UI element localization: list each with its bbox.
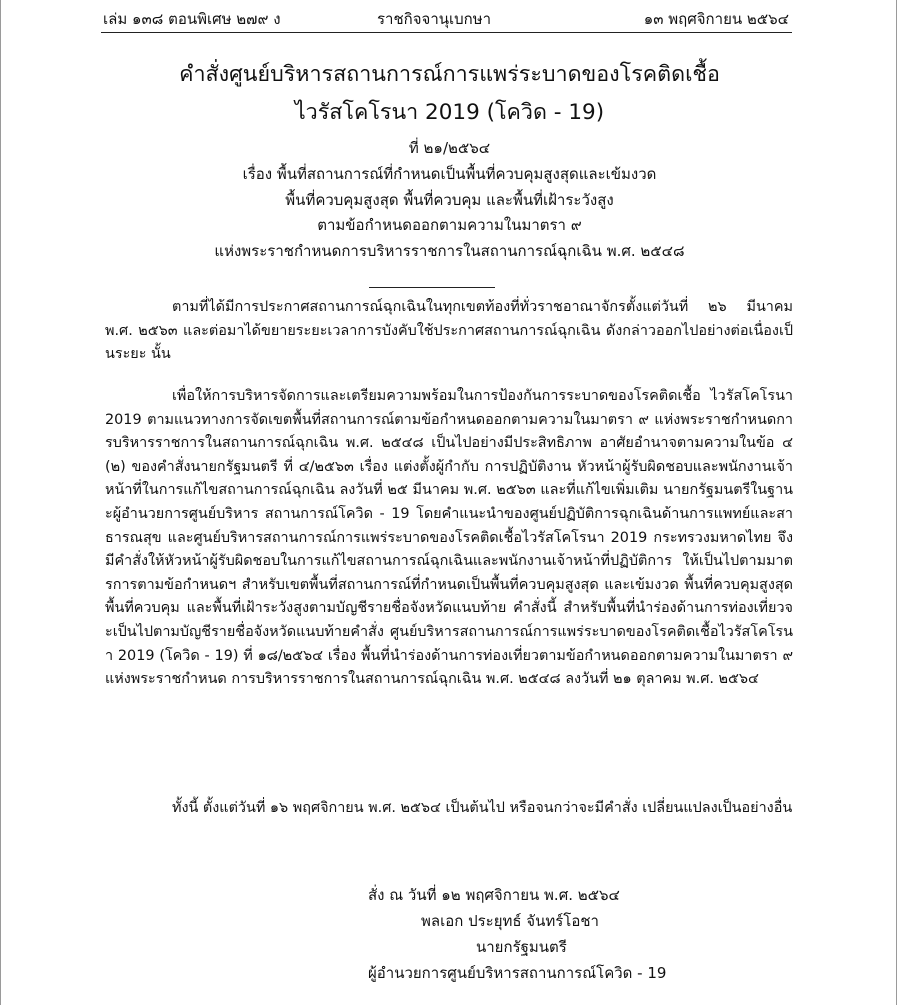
gazette-date: ๑๓ พฤศจิกายน ๒๕๖๔ <box>643 10 789 28</box>
title-line-1: คำสั่งศูนย์บริหารสถานการณ์การแพร่ระบาดของโรคติดเชื้อ <box>179 62 720 87</box>
subject-line-1: เรื่อง พื้นที่สถานการณ์ที่กำหนดเป็นพื้นที่ควบคุมสูงสุดและเข้มงวด <box>242 165 657 183</box>
body-paragraph-1: ตามที่ได้มีการประกาศสถานการณ์ฉุกเฉินในทุกเขตท้องที่ทั่วราชอาณาจักรตั้งแต่วันที่ ๒๖ มีนาคม พ.ศ. ๒๕๖๓ และต่อมาได้ขยายระยะเวลาการบังคับใช้ประกาศสถานการณ์ฉุกเฉิน ดังกล่าวออกไปอย่างต่อเนื่องเป็นระยะ นั้น <box>105 299 793 363</box>
subject-line-3: ตามข้อกำหนดออกตามความในมาตรา ๙ <box>317 216 582 234</box>
gazette-header <box>89 8 789 30</box>
signatory-name: พลเอก ประยุทธ์ จันทร์โอชา <box>421 912 599 930</box>
gazette-name: ราชกิจจานุเบกษา <box>377 10 492 28</box>
body-paragraph-3: ทั้งนี้ ตั้งแต่วันที่ ๑๖ พฤศจิกายน พ.ศ. ๒๕๖๔ เป็นต้นไป หรือจนกว่าจะมีคำสั่ง เปลี่ยนแปลงเป็นอย่างอื่น <box>172 800 793 816</box>
order-number: ที่ ๒๑/๒๕๖๔ <box>408 139 491 157</box>
header-divider <box>101 32 792 33</box>
order-date: สั่ง ณ วันที่ ๑๒ พฤศจิกายน พ.ศ. ๒๕๖๔ <box>368 886 620 904</box>
subject-line-4: แห่งพระราชกำหนดการบริหารราชการในสถานการณ์ฉุกเฉิน พ.ศ. ๒๕๔๘ <box>214 242 685 260</box>
body-paragraph-2: เพื่อให้การบริหารจัดการและเตรียมความพร้อมในการป้องกันการระบาดของโรคติดเชื้อ ไวรัสโคโรนา 2019 ตามแนวทางการจัดเขตพื้นที่สถานการณ์ตามข้อกำหนดออกตามความในมาตรา ๙ แห่งพระราชกำหนดการบริหารราชการในสถานการณ์ฉุกเฉิน พ.ศ. ๒๕๔๘ เป็นไปอย่างมีประสิทธิภาพ อาศัยอำนาจตามความในข้อ ๔ (๒) ของคำสั่งนายกรัฐมนตรี ที่ ๔/๒๕๖๓ เรื่อง แต่งตั้งผู้กำกับ การปฏิบัติงาน หัวหน้าผู้รับผิดชอบและพนักงานเจ้าหน้าที่ในการแก้ไขสถานการณ์ฉุกเฉิน ลงวันที่ ๒๕ มีนาคม พ.ศ. ๒๕๖๓ และที่แก้ไขเพิ่มเติม นายกรัฐมนตรีในฐานะผู้อำนวยการศูนย์บริหาร สถานการณ์โควิด - 19 โดยคำแนะนำของศูนย์ปฏิบัติการฉุกเฉินด้านการแพทย์และสาธารณสุข และศูนย์บริหารสถานการณ์การแพร่ระบาดของโรคติดเชื้อไวรัสโคโรนา 2019 กระทรวงมหาดไทย จึงมีคำสั่งให้หัวหน้าผู้รับผิดชอบในการแก้ไขสถานการณ์ฉุกเฉินและพนักงานเจ้าหน้าที่ปฏิบัติการ ให้เป็นไปตามมาตรการตามข้อกำหนดฯ สำหรับเขตพื้นที่สถานการณ์ที่กำหนดเป็นพื้นที่ควบคุมสูงสุด และเข้มงวด พื้นที่ควบคุมสูงสุด พื้นที่ควบคุม และพื้นที่เฝ้าระวังสูงตามบัญชีรายชื่อจังหวัดแนบท้าย คำสั่งนี้ สำหรับพื้นที่นำร่องด้านการท่องเที่ยวจะเป็นไปตามบัญชีรายชื่อจังหวัดแนบท้ายคำสั่ง ศูนย์บริหารสถานการณ์การแพร่ระบาดของโรคติดเชื้อไวรัสโคโรนา 2019 (โควิด - 19) ที่ ๑๘/๒๕๖๔ เรื่อง พื้นที่นำร่องด้านการท่องเที่ยวตามข้อกำหนดออกตามความในมาตรา ๙ แห่งพระราชกำหนด การบริหารราชการในสถานการณ์ฉุกเฉิน พ.ศ. ๒๕๔๘ ลงวันที่ ๒๑ ตุลาคม พ.ศ. ๒๕๖๔ <box>105 388 793 688</box>
signatory-position-2: ผู้อำนวยการศูนย์บริหารสถานการณ์โควิด - 19 <box>368 964 667 982</box>
title-line-2: ไวรัสโคโรนา 2019 (โควิด - 19) <box>294 100 605 125</box>
volume-issue: เล่ม ๑๓๘ ตอนพิเศษ ๒๗๙ ง <box>103 10 281 28</box>
signatory-position-1: นายกรัฐมนตรี <box>476 938 567 956</box>
title-divider <box>369 287 495 288</box>
subject-line-2: พื้นที่ควบคุมสูงสุด พื้นที่ควบคุม และพื้นที่เฝ้าระวังสูง <box>285 191 614 209</box>
